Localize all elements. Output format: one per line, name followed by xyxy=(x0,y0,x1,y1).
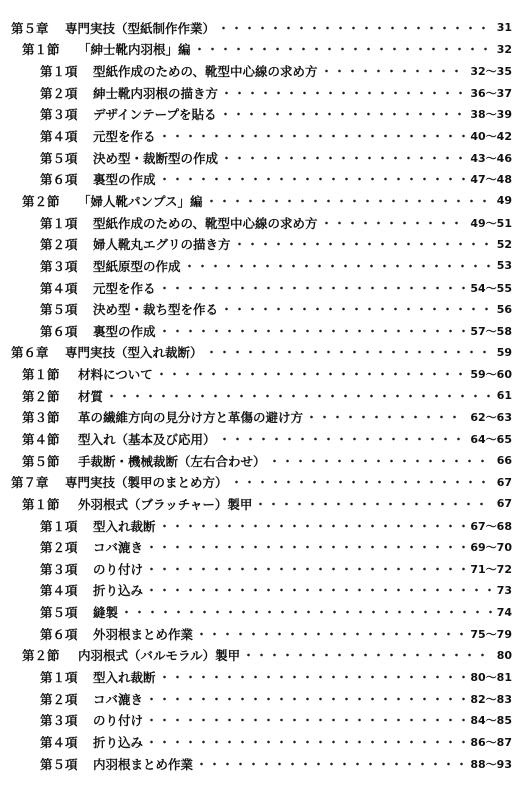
dot-leader xyxy=(220,152,466,164)
dot-leader xyxy=(120,606,493,618)
toc-section-number: 第１節 xyxy=(22,367,60,383)
toc-entry-heading xyxy=(0,473,228,491)
toc-subsection-row xyxy=(0,688,523,710)
toc-entry-heading xyxy=(0,343,203,361)
toc-subsection-title: のり付け xyxy=(93,561,144,577)
toc-subsection-number: 第６項 xyxy=(40,626,78,642)
toc-subsection-number: 第６項 xyxy=(40,323,78,339)
toc-subsection-title: 折り込み xyxy=(93,734,144,750)
toc-page-number: 64～65 xyxy=(470,432,512,446)
toc-entry-heading xyxy=(0,733,143,751)
toc-page-number: 52 xyxy=(496,237,512,251)
toc-page-number: 82～83 xyxy=(470,692,512,706)
dot-leader xyxy=(105,390,493,402)
toc-page-number: 86～87 xyxy=(470,735,512,749)
toc-section-title: 材質 xyxy=(78,388,104,404)
toc-subsection-number: 第６項 xyxy=(40,172,78,188)
toc-subsection-number: 第１項 xyxy=(40,670,78,686)
dot-leader xyxy=(145,563,466,575)
dot-leader xyxy=(158,130,467,142)
toc-entry-heading xyxy=(0,300,218,318)
dot-leader xyxy=(145,736,466,748)
toc-entry-heading xyxy=(0,170,156,188)
toc-chapter-title: 専門実技（型紙制作作業） xyxy=(65,20,216,36)
toc-section-title: 外羽根式（ブラッチャー）製甲 xyxy=(78,496,253,512)
toc-section-number: 第２節 xyxy=(22,388,60,404)
toc-page-number: 80～81 xyxy=(470,671,512,685)
toc-section-row xyxy=(0,385,523,407)
toc-page-number: 32～35 xyxy=(470,65,512,79)
toc-subsection-title: 外羽根まとめ作業 xyxy=(93,626,194,642)
toc-page-number: 73 xyxy=(496,583,512,597)
dot-leader xyxy=(158,325,467,337)
toc-entry-heading xyxy=(0,668,156,686)
toc-subsection-title: 裏型の作成 xyxy=(93,172,156,188)
toc-chapter-row xyxy=(0,471,523,493)
toc-entry-heading xyxy=(0,387,103,405)
dot-leader xyxy=(219,108,467,120)
toc-entry-heading xyxy=(0,105,217,123)
toc-page-number: 74 xyxy=(496,605,512,619)
toc-subsection-number: 第２項 xyxy=(40,237,78,253)
toc-page-number: 49 xyxy=(496,194,512,208)
toc-page-number: 67～68 xyxy=(470,519,512,533)
toc-subsection-number: 第４項 xyxy=(40,280,78,296)
toc-chapter-number: 第６章 xyxy=(11,345,49,361)
dot-leader xyxy=(155,368,467,380)
toc-page-number: 66 xyxy=(496,454,512,468)
toc-subsection-title: コバ漉き xyxy=(93,691,144,707)
toc-subsection-number: 第３項 xyxy=(40,561,78,577)
toc-section-number: 第２節 xyxy=(22,648,60,664)
toc-subsection-number: 第５項 xyxy=(40,150,78,166)
toc-page-number: 71～72 xyxy=(470,562,512,576)
toc-page-number: 31 xyxy=(496,21,512,35)
dot-leader xyxy=(217,22,493,34)
toc-subsection-number: 第２項 xyxy=(40,691,78,707)
toc-entry-heading xyxy=(0,192,203,210)
toc-entry-heading xyxy=(0,62,318,80)
toc-entry-heading xyxy=(0,517,156,535)
toc-section-row xyxy=(0,493,523,515)
dot-leader xyxy=(205,346,493,358)
dot-leader xyxy=(183,260,493,272)
toc-page-number: 57～58 xyxy=(470,324,512,338)
table-of-contents xyxy=(0,17,523,774)
toc-subsection-number: 第１項 xyxy=(40,215,78,231)
toc-entry-heading xyxy=(0,690,143,708)
toc-subsection-number: 第２項 xyxy=(40,85,78,101)
toc-entry-heading xyxy=(0,538,143,556)
toc-section-number: 第３節 xyxy=(22,410,60,426)
dot-leader xyxy=(195,628,466,640)
toc-entry-heading xyxy=(0,279,156,297)
toc-subsection-row xyxy=(0,82,523,104)
dot-leader xyxy=(158,282,467,294)
toc-entry-heading xyxy=(0,40,191,58)
toc-subsection-row xyxy=(0,298,523,320)
toc-section-title: 手裁断・機械裁断（左右合わせ） xyxy=(78,453,266,469)
toc-page-number: 75～79 xyxy=(470,627,512,641)
dot-leader xyxy=(220,303,493,315)
toc-section-number: 第４節 xyxy=(22,431,60,447)
toc-subsection-title: 型入れ裁断 xyxy=(93,670,156,686)
toc-entry-heading xyxy=(0,560,143,578)
toc-subsection-row xyxy=(0,710,523,732)
toc-subsection-row xyxy=(0,666,523,688)
toc-section-title: 「婦人靴パンプス」編 xyxy=(78,193,203,209)
toc-chapter-row xyxy=(0,342,523,364)
toc-page-number: 69～70 xyxy=(470,541,512,555)
toc-section-title: 「紳士靴内羽根」編 xyxy=(78,42,191,58)
toc-section-number: 第５節 xyxy=(22,453,60,469)
toc-subsection-title: 内羽根まとめ作業 xyxy=(93,756,194,772)
toc-page-number: 61 xyxy=(496,389,512,403)
dot-leader xyxy=(145,541,466,553)
toc-subsection-number: 第２項 xyxy=(40,540,78,556)
dot-leader xyxy=(268,455,493,467)
dot-leader xyxy=(195,758,466,770)
toc-entry-heading xyxy=(0,646,240,664)
toc-page-number: 59 xyxy=(496,345,512,359)
dot-leader xyxy=(145,714,466,726)
toc-subsection-row xyxy=(0,60,523,82)
toc-subsection-row xyxy=(0,320,523,342)
dot-leader xyxy=(145,693,466,705)
toc-subsection-row xyxy=(0,147,523,169)
toc-subsection-number: 第１項 xyxy=(40,518,78,534)
toc-subsection-row xyxy=(0,125,523,147)
toc-subsection-number: 第５項 xyxy=(40,302,78,318)
toc-entry-heading xyxy=(0,603,118,621)
toc-page-number: 47～48 xyxy=(470,173,512,187)
toc-page-number: 49～51 xyxy=(470,216,512,230)
toc-subsection-row xyxy=(0,212,523,234)
toc-subsection-number: 第３項 xyxy=(40,258,78,274)
toc-subsection-number: 第５項 xyxy=(40,605,78,621)
dot-leader xyxy=(218,433,467,445)
toc-subsection-title: 元型を作る xyxy=(93,129,156,145)
toc-subsection-title: 決め型・裁ち型を作る xyxy=(93,302,219,318)
toc-subsection-row xyxy=(0,623,523,645)
toc-section-number: 第１節 xyxy=(22,496,60,512)
toc-section-title: 材料について xyxy=(78,367,153,383)
toc-page-number: 36～37 xyxy=(470,86,512,100)
toc-subsection-title: 縫製 xyxy=(93,605,119,621)
toc-entry-heading xyxy=(0,257,181,275)
toc-subsection-title: 折り込み xyxy=(93,583,144,599)
toc-page-number: 40～42 xyxy=(470,130,512,144)
toc-entry-heading xyxy=(0,322,156,340)
toc-subsection-title: 元型を作る xyxy=(93,280,156,296)
dot-leader xyxy=(158,520,467,532)
toc-page-number: 38～39 xyxy=(470,108,512,122)
toc-subsection-row xyxy=(0,558,523,580)
toc-page-number: 43～46 xyxy=(470,151,512,165)
toc-chapter-number: 第７章 xyxy=(11,475,49,491)
toc-subsection-title: コバ漉き xyxy=(93,540,144,556)
dot-leader xyxy=(158,671,467,683)
toc-subsection-title: 婦人靴丸エグリの描き方 xyxy=(93,237,231,253)
toc-subsection-row xyxy=(0,104,523,126)
toc-section-row xyxy=(0,407,523,429)
toc-chapter-title: 専門実技（製甲のまとめ方） xyxy=(65,475,228,491)
toc-chapter-number: 第５章 xyxy=(11,20,49,36)
dot-leader xyxy=(254,498,492,510)
toc-chapter-row xyxy=(0,17,523,39)
toc-subsection-number: 第１項 xyxy=(40,64,78,80)
toc-subsection-row xyxy=(0,536,523,558)
dot-leader xyxy=(205,195,493,207)
toc-subsection-row xyxy=(0,255,523,277)
toc-subsection-row xyxy=(0,601,523,623)
toc-entry-heading xyxy=(0,711,143,729)
toc-entry-heading xyxy=(0,84,218,102)
toc-subsection-title: 決め型・裁断型の作成 xyxy=(93,150,219,166)
toc-page-number: 53 xyxy=(496,259,512,273)
toc-subsection-title: 紳士靴内羽根の描き方 xyxy=(93,85,219,101)
toc-entry-heading xyxy=(0,430,216,448)
toc-entry-heading xyxy=(0,495,252,513)
dot-leader xyxy=(145,584,493,596)
toc-entry-heading xyxy=(0,755,193,773)
toc-page-number: 62～63 xyxy=(470,411,512,425)
toc-section-row xyxy=(0,363,523,385)
toc-section-title: 内羽根式（バルモラル）製甲 xyxy=(78,648,241,664)
toc-subsection-row xyxy=(0,168,523,190)
toc-subsection-number: 第５項 xyxy=(40,756,78,772)
dot-leader xyxy=(233,238,493,250)
toc-page-number: 56 xyxy=(496,302,512,316)
toc-section-number: 第２節 xyxy=(22,193,60,209)
toc-subsection-row xyxy=(0,753,523,775)
toc-subsection-title: のり付け xyxy=(93,713,144,729)
toc-subsection-row xyxy=(0,515,523,537)
toc-section-row xyxy=(0,39,523,61)
toc-section-title: 型入れ（基本及び応用） xyxy=(78,431,216,447)
toc-entry-heading xyxy=(0,625,193,643)
toc-subsection-title: 型入れ裁断 xyxy=(93,518,156,534)
toc-subsection-title: 裏型の作成 xyxy=(93,323,156,339)
toc-page-number: 80 xyxy=(496,648,512,662)
toc-entry-heading xyxy=(0,235,231,253)
toc-subsection-number: 第４項 xyxy=(40,734,78,750)
toc-entry-heading xyxy=(0,581,143,599)
toc-page-number: 88～93 xyxy=(470,757,512,771)
toc-page-number: 67 xyxy=(496,497,512,511)
toc-subsection-row xyxy=(0,277,523,299)
toc-page-number: 32 xyxy=(496,42,512,56)
toc-entry-heading xyxy=(0,452,266,470)
toc-subsection-row xyxy=(0,731,523,753)
toc-section-row xyxy=(0,428,523,450)
toc-page-number: 84～85 xyxy=(470,714,512,728)
toc-entry-heading xyxy=(0,408,303,426)
toc-section-title: 革の繊維方向の見分け方と革傷の避け方 xyxy=(78,410,304,426)
toc-subsection-title: 型紙原型の作成 xyxy=(93,258,181,274)
toc-entry-heading xyxy=(0,365,153,383)
toc-page-number: 54～55 xyxy=(470,281,512,295)
dot-leader xyxy=(220,87,466,99)
toc-entry-heading xyxy=(0,19,215,37)
toc-subsection-row xyxy=(0,580,523,602)
dot-leader xyxy=(320,217,467,229)
toc-chapter-title: 専門実技（型入れ裁断） xyxy=(65,345,203,361)
dot-leader xyxy=(158,173,467,185)
toc-section-row xyxy=(0,645,523,667)
toc-section-row xyxy=(0,190,523,212)
toc-page-number: 67 xyxy=(496,475,512,489)
toc-entry-heading xyxy=(0,127,156,145)
dot-leader xyxy=(320,65,467,77)
toc-subsection-number: 第３項 xyxy=(40,107,78,123)
dot-leader xyxy=(305,411,466,423)
dot-leader xyxy=(193,43,493,55)
toc-subsection-row xyxy=(0,233,523,255)
dot-leader xyxy=(230,476,493,488)
toc-subsection-number: 第４項 xyxy=(40,583,78,599)
toc-subsection-title: 型紙作成のための、靴型中心線の求め方 xyxy=(93,215,318,231)
toc-section-number: 第１節 xyxy=(22,42,60,58)
toc-page-number: 59～60 xyxy=(470,368,512,382)
toc-entry-heading xyxy=(0,214,318,232)
toc-subsection-number: 第４項 xyxy=(40,129,78,145)
toc-subsection-title: デザインテープを貼る xyxy=(93,107,217,123)
dot-leader xyxy=(242,649,493,661)
toc-subsection-number: 第３項 xyxy=(40,713,78,729)
toc-subsection-title: 型紙作成のための、靴型中心線の求め方 xyxy=(93,64,318,80)
toc-entry-heading xyxy=(0,149,218,167)
toc-section-row xyxy=(0,450,523,472)
